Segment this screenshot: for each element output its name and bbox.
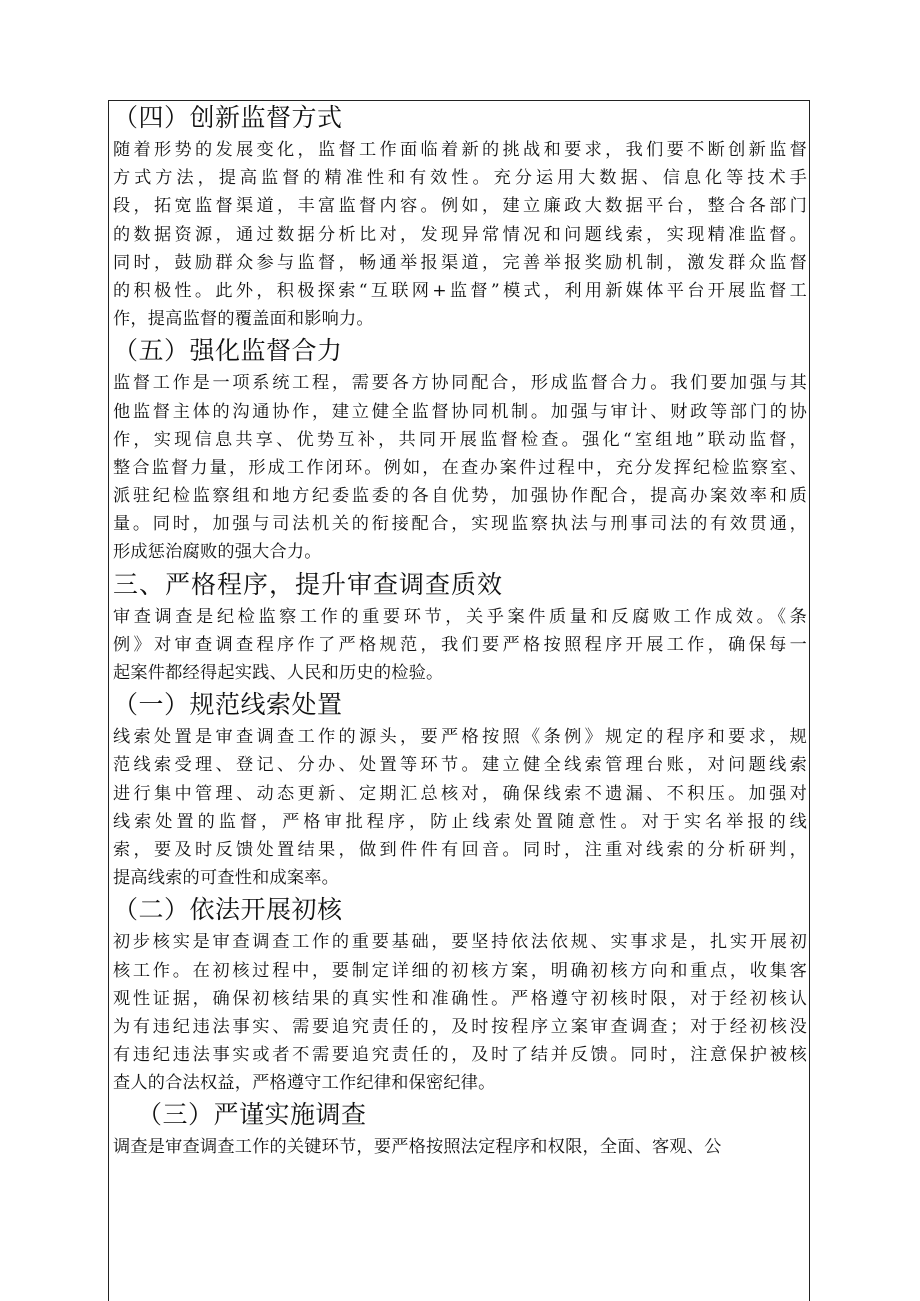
paragraph-line: 索，要及时反馈处置结果，做到件件有回音。同时，注重对线索的分析研判， [113,839,807,860]
document-body [113,100,807,1162]
paragraph-line: 段，拓宽监督渠道，丰富监督内容。例如，建立廉政大数据平台，整合各部门 [113,196,807,217]
paragraph-line: 为有违纪违法事实、需要追究责任的，及时按程序立案审查调查；对于经初核没 [113,1016,807,1037]
paragraph-line: 审查调查是纪检监察工作的重要环节，关乎案件质量和反腐败工作成效。《条 [113,606,807,627]
paragraph [113,136,807,333]
subsection-heading: （三）严谨实施调查 [137,1100,367,1130]
paragraph-line: 量。同时，加强与司法机关的衔接配合，实现监察执法与刑事司法的有效贯通， [113,514,807,535]
paragraph-line: 同时，鼓励群众参与监督，畅通举报渠道，完善举报奖励机制，激发群众监督 [113,252,807,273]
section-heading: 三、严格程序，提升审查调查质效 [113,569,504,599]
paragraph-line: 核工作。在初核过程中，要制定详细的初核方案，明确初核方向和重点，收集客 [113,960,807,981]
paragraph-line: 线索处置是审查调查工作的源头，要严格按照《条例》规定的程序和要求，规 [113,727,807,748]
subsection-heading: （五）强化监督合力 [113,336,343,366]
subsection-heading: （四）创新监督方式 [113,103,343,132]
paragraph-line: 查人的合法权益，严格遵守工作纪律和保密纪律。 [113,1073,496,1094]
paragraph-line: 作，提高监督的覆盖面和影响力。 [113,309,374,330]
paragraph-line: 随着形势的发展变化，监督工作面临着新的挑战和要求，我们要不断创新监督 [113,140,807,160]
paragraph-line: 方式方法，提高监督的精准性和有效性。充分运用大数据、信息化等技术手 [113,168,807,189]
paragraph [113,603,807,688]
subsection-heading: （二）依法开展初核 [113,895,343,925]
paragraph-line: 提高线索的可查性和成案率。 [113,868,340,889]
paragraph-line: 观性证据，确保初核结果的真实性和准确性。严格遵守初核时限，对于经初核认 [113,988,807,1009]
paragraph-line: 线索处置的监督，严格审批程序，防止线索处置随意性。对于实名举报的线 [113,811,807,832]
paragraph [113,1133,807,1161]
paragraph-line: 派驻纪检监察组和地方纪委监委的各自优势，加强协作配合，提高办案效率和质 [113,486,807,507]
paragraph-line: 他监督主体的沟通协作，建立健全监督协同机制。加强与审计、财政等部门的协 [113,401,807,422]
paragraph-line: 的积极性。此外，积极探索“互联网+监督”模式，利用新媒体平台开展监督工 [113,280,807,301]
paragraph [113,928,807,1097]
paragraph-line: 的数据资源，通过数据分析比对，发现异常情况和问题线索，实现精准监督。 [113,224,807,245]
paragraph [113,723,807,892]
paragraph-line: 有违纪违法事实或者不需要追究责任的，及时了结并反馈。同时，注意保护被核 [113,1045,807,1066]
paragraph-line: 整合监督力量，形成工作闭环。例如，在查办案件过程中，充分发挥纪检监察室、 [113,457,807,478]
paragraph [113,369,807,566]
paragraph-line: 作，实现信息共享、优势互补，共同开展监督检查。强化“室组地”联动监督， [113,429,807,450]
subsection-heading: （一）规范线索处置 [113,690,343,720]
paragraph-line: 范线索受理、登记、分办、处置等环节。建立健全线索管理台账，对问题线索 [113,755,807,776]
paragraph-line: 监督工作是一项系统工程，需要各方协同配合，形成监督合力。我们要加强与其 [113,373,807,394]
paragraph-line: 调查是审查调查工作的关键环节，要严格按照法定程序和权限，全面、客观、公 [113,1137,722,1158]
paragraph-line: 初步核实是审查调查工作的重要基础，要坚持依法依规、实事求是，扎实开展初 [113,932,807,953]
paragraph-line: 形成惩治腐败的强大合力。 [113,542,322,563]
paragraph-line: 进行集中管理、动态更新、定期汇总核对，确保线索不遗漏、不积压。加强对 [113,783,807,804]
paragraph-line: 例》对审查调查程序作了严格规范，我们要严格按照程序开展工作，确保每一 [113,634,807,655]
paragraph-line: 起案件都经得起实践、人民和历史的检验。 [113,663,444,683]
